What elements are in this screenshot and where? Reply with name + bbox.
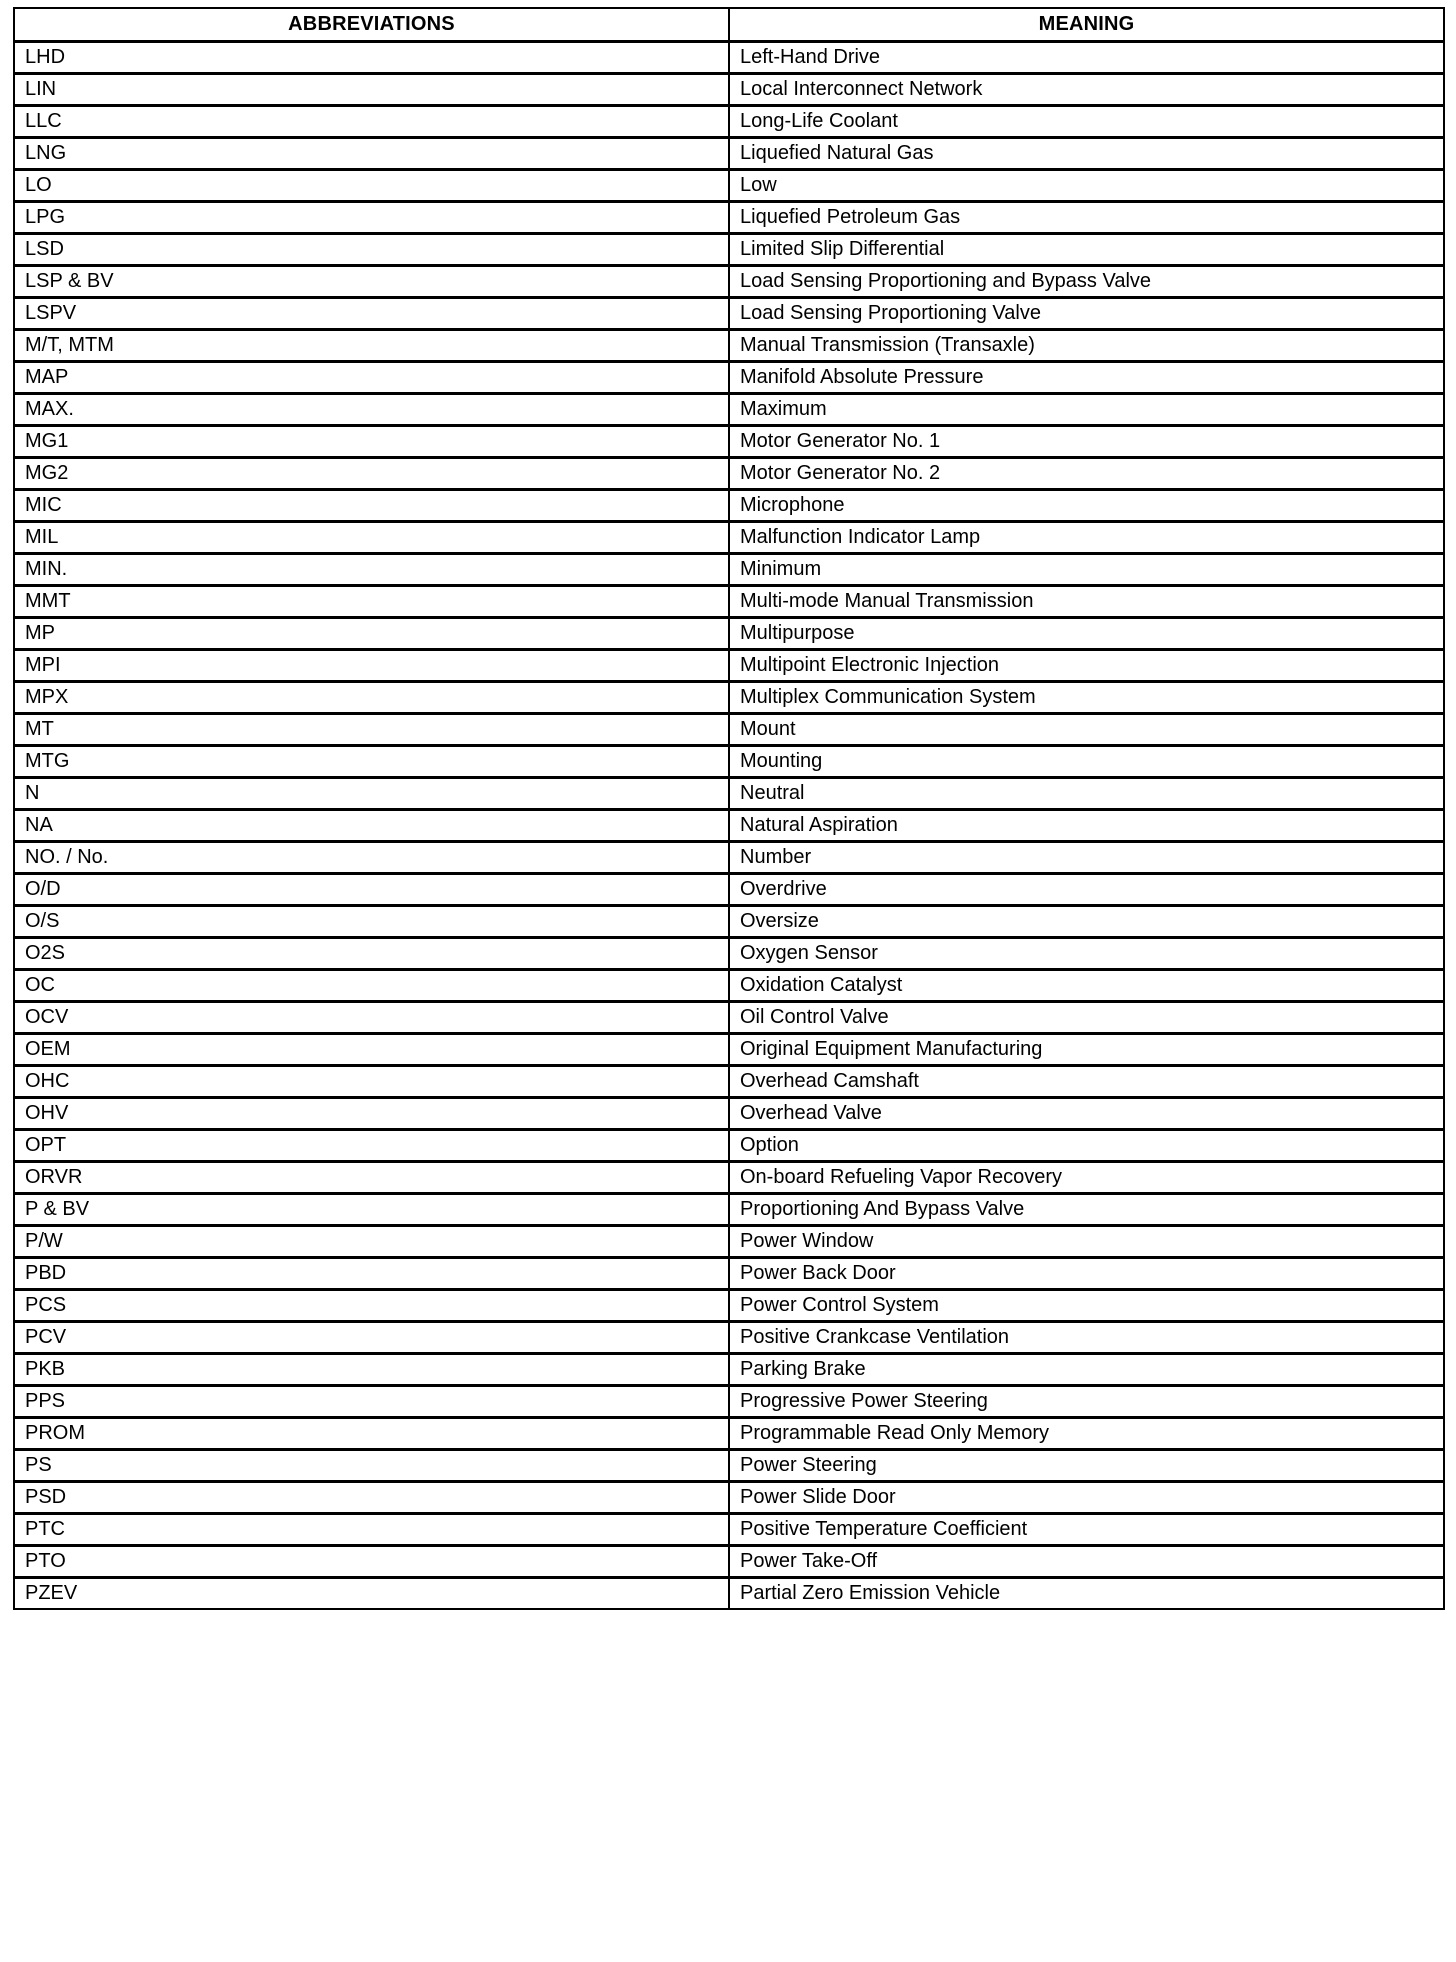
meaning-cell: Oversize: [729, 906, 1444, 938]
meaning-cell: Neutral: [729, 778, 1444, 810]
abbreviation-cell: LHD: [14, 42, 729, 74]
table-row: [14, 138, 1444, 170]
table-row: [14, 1482, 1444, 1514]
meaning-cell: Natural Aspiration: [729, 810, 1444, 842]
table-row: [14, 1098, 1444, 1130]
table-row: [14, 362, 1444, 394]
table-row: [14, 1546, 1444, 1578]
abbreviation-cell: N: [14, 778, 729, 810]
meaning-cell: Overhead Camshaft: [729, 1066, 1444, 1098]
meaning-cell: Mount: [729, 714, 1444, 746]
abbreviation-cell: O2S: [14, 938, 729, 970]
meaning-cell: Power Take-Off: [729, 1546, 1444, 1578]
table-row: [14, 1130, 1444, 1162]
abbreviation-cell: OHV: [14, 1098, 729, 1130]
meaning-cell: Oxygen Sensor: [729, 938, 1444, 970]
table-row: [14, 938, 1444, 970]
meaning-cell: Multipoint Electronic Injection: [729, 650, 1444, 682]
table-row: [14, 170, 1444, 202]
abbreviation-cell: OEM: [14, 1034, 729, 1066]
header-row: [14, 8, 1444, 42]
meaning-cell: Power Slide Door: [729, 1482, 1444, 1514]
meaning-cell: Power Back Door: [729, 1258, 1444, 1290]
meaning-cell: Partial Zero Emission Vehicle: [729, 1578, 1444, 1610]
meaning-cell: Limited Slip Differential: [729, 234, 1444, 266]
abbreviation-cell: PPS: [14, 1386, 729, 1418]
meaning-cell: Load Sensing Proportioning Valve: [729, 298, 1444, 330]
abbreviation-cell: PS: [14, 1450, 729, 1482]
meaning-cell: Overhead Valve: [729, 1098, 1444, 1130]
meaning-cell: Parking Brake: [729, 1354, 1444, 1386]
abbreviation-cell: PROM: [14, 1418, 729, 1450]
abbreviation-cell: NA: [14, 810, 729, 842]
meaning-cell: Mounting: [729, 746, 1444, 778]
table-row: [14, 1354, 1444, 1386]
table-row: [14, 842, 1444, 874]
abbreviations-table: [13, 7, 1445, 1610]
meaning-cell: Multipurpose: [729, 618, 1444, 650]
table-row: [14, 970, 1444, 1002]
meaning-cell: Left-Hand Drive: [729, 42, 1444, 74]
abbreviation-cell: O/D: [14, 874, 729, 906]
abbreviation-cell: PBD: [14, 1258, 729, 1290]
meaning-cell: Manual Transmission (Transaxle): [729, 330, 1444, 362]
abbreviation-cell: MG1: [14, 426, 729, 458]
meaning-cell: Multiplex Communication System: [729, 682, 1444, 714]
meaning-cell: Oxidation Catalyst: [729, 970, 1444, 1002]
abbreviation-cell: M/T, MTM: [14, 330, 729, 362]
table-row: [14, 1194, 1444, 1226]
abbreviation-cell: ORVR: [14, 1162, 729, 1194]
table-row: [14, 1418, 1444, 1450]
meaning-cell: Power Control System: [729, 1290, 1444, 1322]
meaning-cell: Positive Crankcase Ventilation: [729, 1322, 1444, 1354]
abbreviation-cell: NO. / No.: [14, 842, 729, 874]
meaning-cell: Long-Life Coolant: [729, 106, 1444, 138]
table-row: [14, 522, 1444, 554]
abbreviation-cell: P/W: [14, 1226, 729, 1258]
abbreviation-cell: LLC: [14, 106, 729, 138]
meaning-cell: Original Equipment Manufacturing: [729, 1034, 1444, 1066]
table-row: [14, 74, 1444, 106]
table-row: [14, 874, 1444, 906]
meaning-cell: Microphone: [729, 490, 1444, 522]
meaning-cell: Multi-mode Manual Transmission: [729, 586, 1444, 618]
abbreviation-cell: MT: [14, 714, 729, 746]
header-abbreviations: ABBREVIATIONS: [14, 8, 729, 42]
table-row: [14, 906, 1444, 938]
document-page: [13, 7, 1443, 1610]
table-row: [14, 330, 1444, 362]
abbreviation-cell: LSP & BV: [14, 266, 729, 298]
meaning-cell: Power Steering: [729, 1450, 1444, 1482]
table-row: [14, 1034, 1444, 1066]
abbreviation-cell: PZEV: [14, 1578, 729, 1610]
abbreviation-cell: LNG: [14, 138, 729, 170]
meaning-cell: Motor Generator No. 2: [729, 458, 1444, 490]
table-row: [14, 234, 1444, 266]
table-row: [14, 1002, 1444, 1034]
table-row: [14, 490, 1444, 522]
abbreviation-cell: PTO: [14, 1546, 729, 1578]
table-row: [14, 1514, 1444, 1546]
meaning-cell: Liquefied Natural Gas: [729, 138, 1444, 170]
table-row: [14, 266, 1444, 298]
abbreviation-cell: MPX: [14, 682, 729, 714]
table-body: [14, 42, 1444, 1610]
table-row: [14, 426, 1444, 458]
meaning-cell: Maximum: [729, 394, 1444, 426]
table-row: [14, 746, 1444, 778]
abbreviation-cell: LPG: [14, 202, 729, 234]
table-row: [14, 298, 1444, 330]
meaning-cell: On-board Refueling Vapor Recovery: [729, 1162, 1444, 1194]
meaning-cell: Liquefied Petroleum Gas: [729, 202, 1444, 234]
meaning-cell: Malfunction Indicator Lamp: [729, 522, 1444, 554]
abbreviation-cell: PKB: [14, 1354, 729, 1386]
table-header: [14, 8, 1444, 42]
table-row: [14, 1578, 1444, 1610]
abbreviation-cell: P & BV: [14, 1194, 729, 1226]
table-row: [14, 714, 1444, 746]
table-row: [14, 554, 1444, 586]
meaning-cell: Motor Generator No. 1: [729, 426, 1444, 458]
table-row: [14, 586, 1444, 618]
abbreviation-cell: LIN: [14, 74, 729, 106]
meaning-cell: Positive Temperature Coefficient: [729, 1514, 1444, 1546]
table-row: [14, 1258, 1444, 1290]
table-row: [14, 1450, 1444, 1482]
abbreviation-cell: OC: [14, 970, 729, 1002]
meaning-cell: Oil Control Valve: [729, 1002, 1444, 1034]
abbreviation-cell: MTG: [14, 746, 729, 778]
table-row: [14, 1322, 1444, 1354]
table-row: [14, 1226, 1444, 1258]
table-row: [14, 1066, 1444, 1098]
table-row: [14, 42, 1444, 74]
meaning-cell: Proportioning And Bypass Valve: [729, 1194, 1444, 1226]
abbreviation-cell: MIL: [14, 522, 729, 554]
table-row: [14, 106, 1444, 138]
abbreviation-cell: MIN.: [14, 554, 729, 586]
table-row: [14, 618, 1444, 650]
meaning-cell: Progressive Power Steering: [729, 1386, 1444, 1418]
meaning-cell: Load Sensing Proportioning and Bypass Valve: [729, 266, 1444, 298]
abbreviation-cell: PCS: [14, 1290, 729, 1322]
abbreviation-cell: OCV: [14, 1002, 729, 1034]
abbreviation-cell: MP: [14, 618, 729, 650]
table-row: [14, 778, 1444, 810]
abbreviation-cell: LSD: [14, 234, 729, 266]
table-row: [14, 394, 1444, 426]
meaning-cell: Low: [729, 170, 1444, 202]
abbreviation-cell: MPI: [14, 650, 729, 682]
abbreviation-cell: PCV: [14, 1322, 729, 1354]
abbreviation-cell: MAP: [14, 362, 729, 394]
abbreviation-cell: LSPV: [14, 298, 729, 330]
meaning-cell: Overdrive: [729, 874, 1444, 906]
abbreviation-cell: O/S: [14, 906, 729, 938]
abbreviation-cell: MMT: [14, 586, 729, 618]
abbreviation-cell: LO: [14, 170, 729, 202]
meaning-cell: Minimum: [729, 554, 1444, 586]
abbreviation-cell: OHC: [14, 1066, 729, 1098]
table-row: [14, 202, 1444, 234]
meaning-cell: Power Window: [729, 1226, 1444, 1258]
table-row: [14, 682, 1444, 714]
meaning-cell: Number: [729, 842, 1444, 874]
abbreviation-cell: PTC: [14, 1514, 729, 1546]
abbreviation-cell: PSD: [14, 1482, 729, 1514]
abbreviation-cell: MIC: [14, 490, 729, 522]
table-row: [14, 458, 1444, 490]
meaning-cell: Local Interconnect Network: [729, 74, 1444, 106]
abbreviation-cell: MG2: [14, 458, 729, 490]
table-row: [14, 650, 1444, 682]
meaning-cell: Manifold Absolute Pressure: [729, 362, 1444, 394]
meaning-cell: Programmable Read Only Memory: [729, 1418, 1444, 1450]
abbreviation-cell: OPT: [14, 1130, 729, 1162]
table-row: [14, 1290, 1444, 1322]
table-row: [14, 810, 1444, 842]
abbreviation-cell: MAX.: [14, 394, 729, 426]
header-meaning: MEANING: [729, 8, 1444, 42]
table-row: [14, 1162, 1444, 1194]
meaning-cell: Option: [729, 1130, 1444, 1162]
table-row: [14, 1386, 1444, 1418]
